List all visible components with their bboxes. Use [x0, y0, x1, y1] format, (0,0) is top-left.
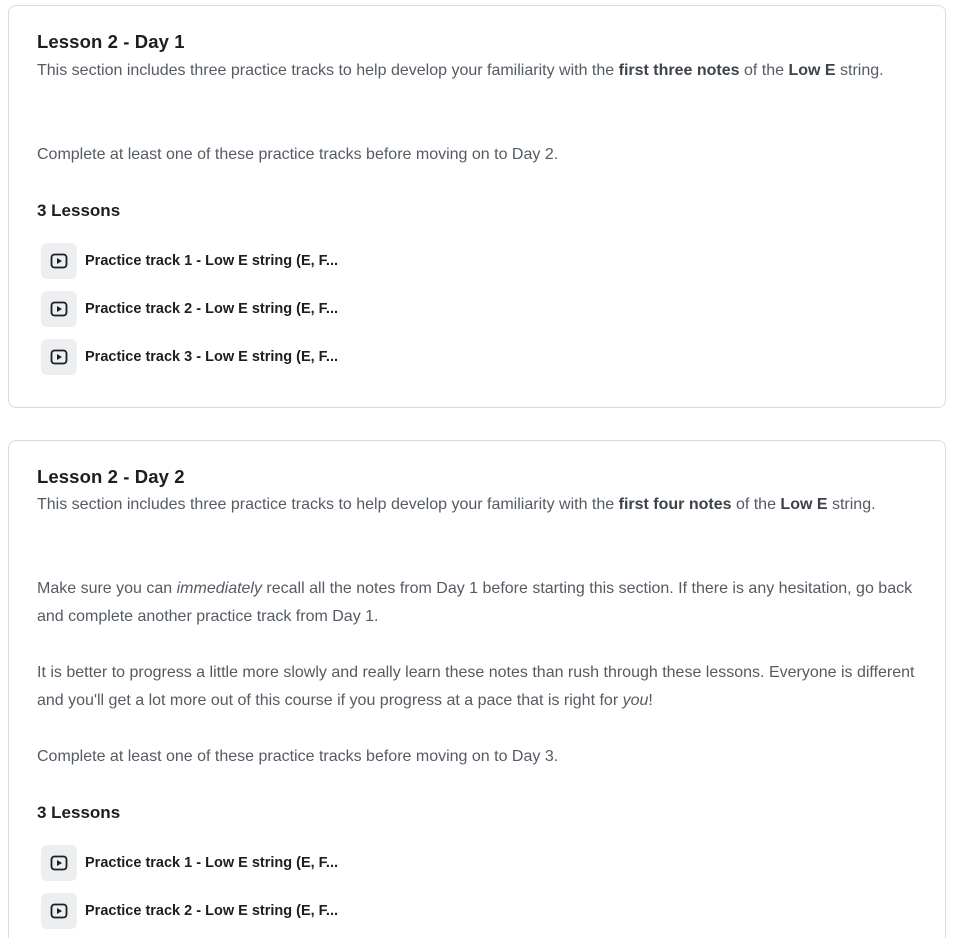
section-description: This section includes three practice tracks to help develop your familiarity with the first four notes of the Low E string. [37, 496, 876, 513]
play-video-icon [41, 845, 77, 881]
section-recall-note: Make sure you can immediately recall all the notes from Day 1 before starting this section. If there is any hesitation, go back and complete another practice track from Day 1. [37, 580, 913, 625]
lesson-item[interactable] [41, 845, 338, 881]
play-video-icon [41, 243, 77, 279]
section-card-day-2 [8, 440, 946, 938]
lesson-count: 3 Lessons [37, 803, 121, 822]
lesson-title: Practice track 2 - Low E string (E, F... [85, 903, 339, 919]
section-title: Lesson 2 - Day 2 [37, 466, 185, 487]
lesson-item[interactable] [41, 893, 338, 929]
lesson-item[interactable] [41, 291, 338, 327]
play-video-icon [41, 339, 77, 375]
play-video-icon [41, 291, 77, 327]
lesson-item[interactable] [41, 339, 338, 375]
section-description: This section includes three practice tracks to help develop your familiarity with the first three notes of the Low E string. [37, 62, 884, 79]
section-card-day-1 [8, 5, 946, 408]
lesson-title: Practice track 2 - Low E string (E, F... [85, 301, 339, 317]
lesson-item[interactable] [41, 243, 338, 279]
lesson-count: 3 Lessons [37, 201, 121, 220]
section-note: Complete at least one of these practice tracks before moving on to Day 2. [37, 146, 559, 163]
lesson-title: Practice track 3 - Low E string (E, F... [85, 349, 339, 365]
section-note: Complete at least one of these practice tracks before moving on to Day 3. [37, 748, 559, 765]
section-title: Lesson 2 - Day 1 [37, 31, 185, 52]
play-video-icon [41, 893, 77, 929]
lesson-title: Practice track 1 - Low E string (E, F... [85, 253, 339, 269]
section-pace-note: It is better to progress a little more slowly and really learn these notes than rush through these lessons. Everyone is different and you'll get a lot more out of this course if you progress at a pace that is right for you! [37, 664, 915, 709]
lesson-title: Practice track 1 - Low E string (E, F... [85, 855, 339, 871]
